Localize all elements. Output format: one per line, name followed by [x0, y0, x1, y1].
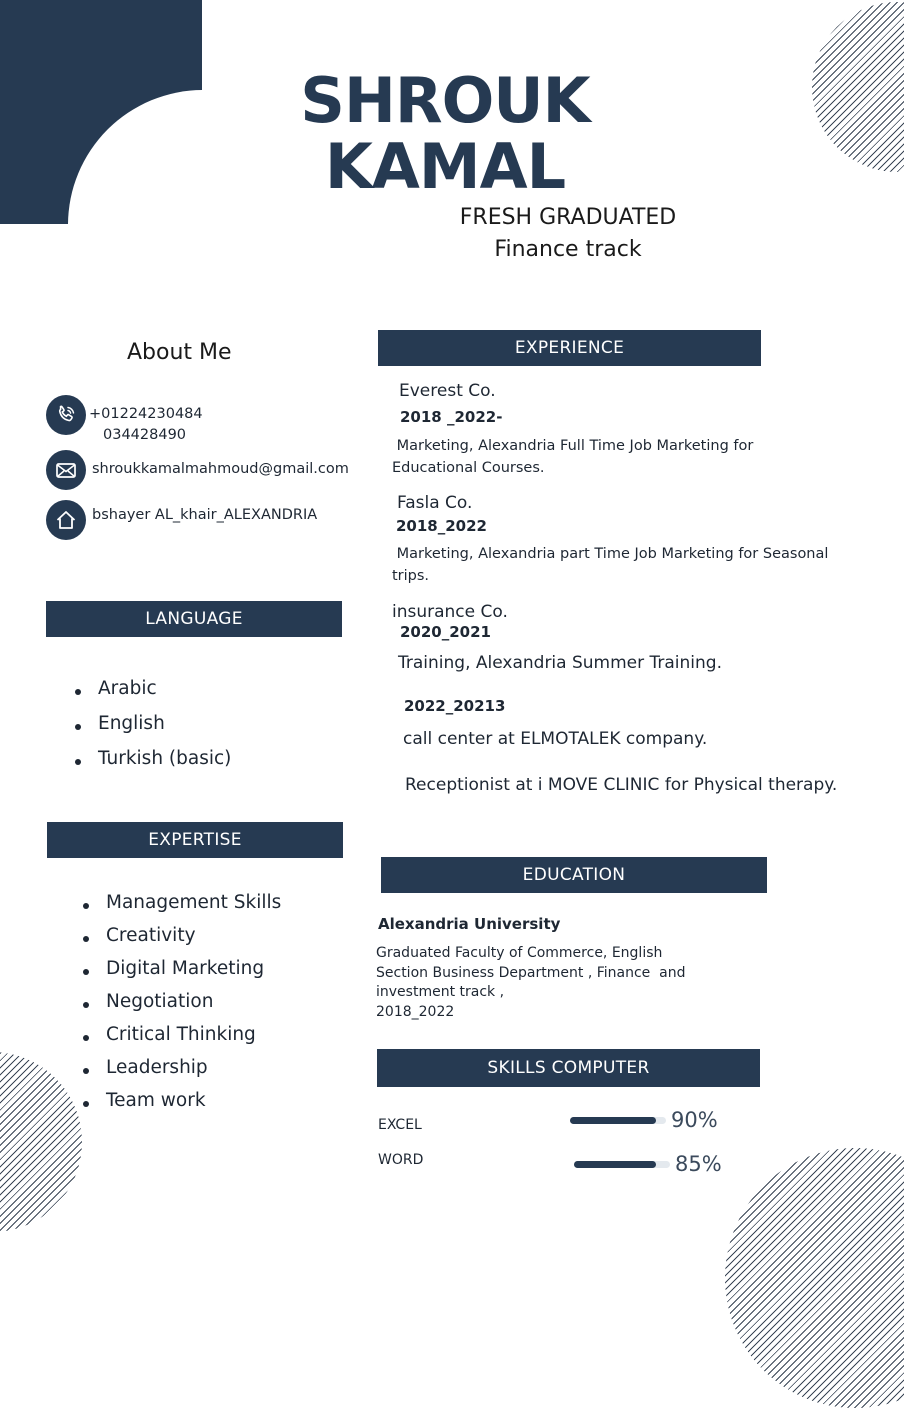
home-icon	[54, 508, 78, 532]
language-item: English	[70, 713, 231, 748]
job-title: FRESH GRADUATED	[459, 205, 677, 230]
skill-bar	[574, 1161, 670, 1168]
expertise-item: Critical Thinking	[78, 1024, 281, 1057]
education-detail: Graduated Faculty of Commerce, English	[376, 945, 663, 961]
hatched-circle-bottom-left	[0, 1052, 82, 1232]
track-title: Finance track	[494, 237, 642, 262]
job-company: Everest Co.	[399, 381, 496, 401]
phone-icon	[54, 403, 78, 427]
job-description: call center at ELMOTALEK company.	[403, 729, 708, 749]
expertise-list	[78, 892, 281, 1123]
education-school: Alexandria University	[378, 915, 561, 933]
language-item: Turkish (basic)	[70, 748, 231, 783]
phone-secondary[interactable]: 034428490	[103, 427, 187, 443]
envelope-icon-badge	[46, 450, 86, 490]
skill-name: WORD	[378, 1152, 424, 1168]
education-dates: 2018_2022	[376, 1004, 455, 1020]
hatched-circle-bottom-right	[725, 1148, 904, 1408]
hatched-circle-top-right	[812, 2, 904, 172]
education-detail: Section Business Department , Finance and	[376, 965, 686, 981]
job-dates: 2018 _2022-	[400, 408, 503, 426]
about-heading: About Me	[127, 340, 232, 365]
expertise-heading: EXPERTISE	[47, 822, 343, 858]
skill-percent: 90%	[671, 1108, 718, 1132]
job-company: insurance Co.	[392, 602, 508, 622]
job-dates: 2022_20213	[404, 697, 506, 715]
last-name: KAMAL	[324, 130, 566, 203]
phone-icon-badge	[46, 395, 86, 435]
skills-heading: SKILLS COMPUTER	[377, 1049, 760, 1087]
job-description: Receptionist at i MOVE CLINIC for Physical therapy.	[405, 775, 838, 795]
education-detail: investment track ,	[376, 984, 505, 1000]
expertise-item: Negotiation	[78, 991, 281, 1024]
skill-bar-fill	[570, 1117, 656, 1124]
language-list	[70, 678, 231, 783]
education-heading: EDUCATION	[381, 857, 767, 893]
job-dates: 2018_2022	[396, 517, 487, 535]
job-company: Fasla Co.	[397, 493, 473, 513]
skill-name: EXCEL	[378, 1117, 422, 1133]
skill-percent: 85%	[675, 1152, 722, 1176]
language-heading: LANGUAGE	[46, 601, 342, 637]
home-address: bshayer AL_khair_ALEXANDRIA	[92, 507, 318, 523]
expertise-item: Creativity	[78, 925, 281, 958]
skill-bar	[570, 1117, 666, 1124]
envelope-icon	[54, 458, 78, 482]
home-icon-badge	[46, 500, 86, 540]
job-description: Training, Alexandria Summer Training.	[398, 653, 722, 673]
expertise-item: Leadership	[78, 1057, 281, 1090]
job-description: Marketing, Alexandria Full Time Job Marketing for	[392, 438, 754, 454]
phone-primary[interactable]: +01224230484	[89, 406, 203, 422]
expertise-item: Team work	[78, 1090, 281, 1123]
job-description: Marketing, Alexandria part Time Job Marketing for Seasonal	[392, 546, 829, 562]
corner-shape-top-left	[0, 0, 202, 224]
email-address[interactable]: shroukkamalmahmoud@gmail.com	[92, 461, 349, 477]
first-name: SHROUK	[300, 64, 590, 137]
skill-bar-fill	[574, 1161, 656, 1168]
job-description: trips.	[392, 568, 430, 584]
expertise-item: Digital Marketing	[78, 958, 281, 991]
job-description: Educational Courses.	[392, 460, 545, 476]
language-item: Arabic	[70, 678, 231, 713]
expertise-item: Management Skills	[78, 892, 281, 925]
experience-heading: EXPERIENCE	[378, 330, 761, 366]
job-dates: 2020_2021	[400, 623, 491, 641]
